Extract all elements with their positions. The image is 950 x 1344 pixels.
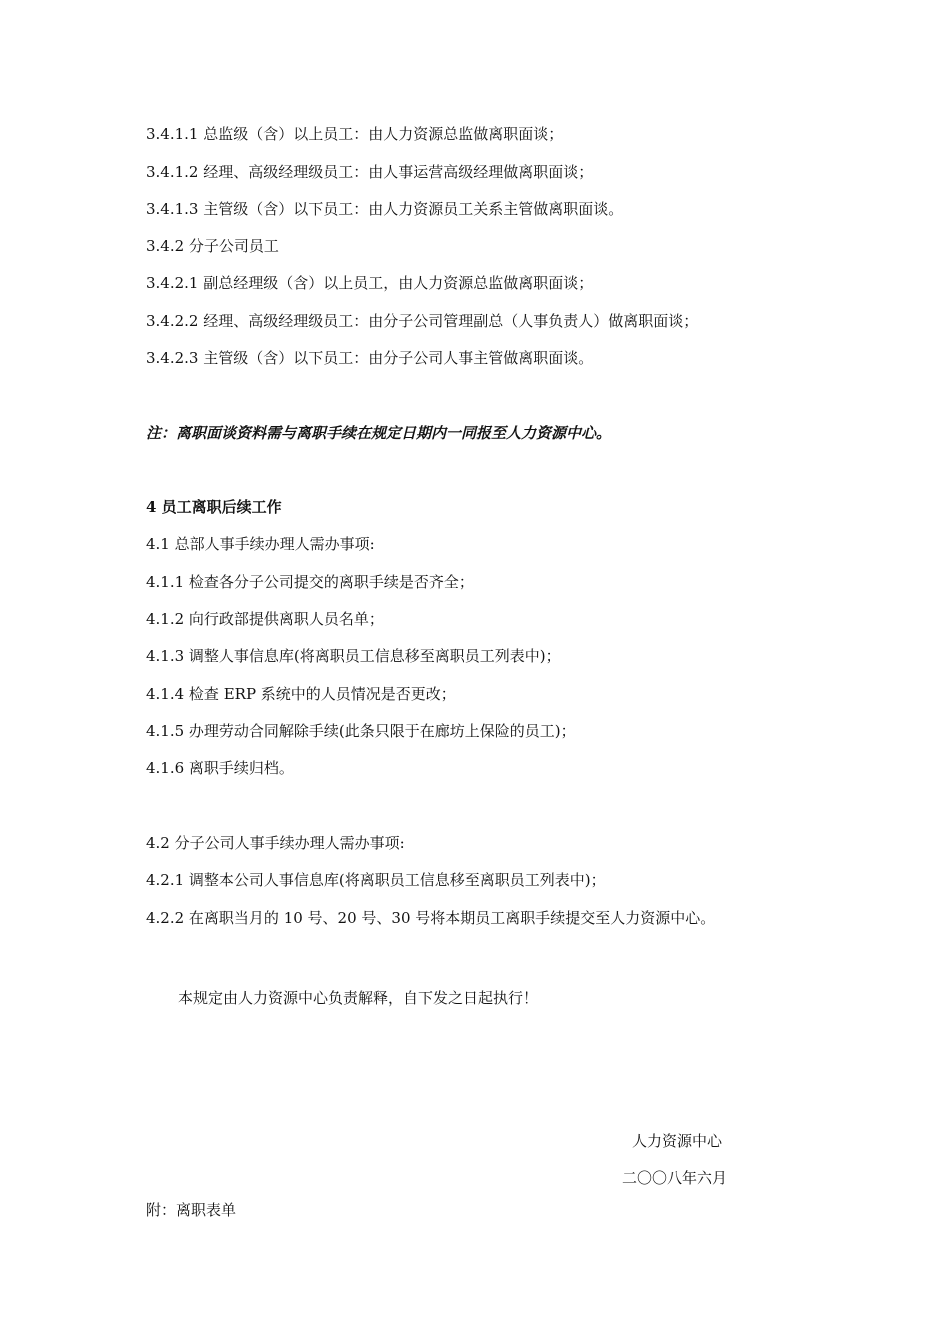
clause-4-1-5: 4.1.5 办理劳动合同解除手续(此条只限于在廊坊上保险的员工)； [146, 722, 576, 740]
attachment-note: 附：离职表单 [146, 1201, 237, 1219]
clause-4-1-1: 4.1.1 检查各分子公司提交的离职手续是否齐全； [146, 573, 474, 591]
signature-department: 人力资源中心 [632, 1132, 723, 1150]
clause-3-4-2-1: 3.4.2.1 副总经理级（含）以上员工，由人力资源总监做离职面谈； [146, 274, 594, 292]
note: 注：离职面谈资料需与离职手续在规定日期内一同报至人力资源中心。 [146, 424, 612, 442]
clause-3-4-1-3: 3.4.1.3 主管级（含）以下员工：由人力资源员工关系主管做离职面谈。 [146, 200, 624, 218]
clause-4-2-2: 4.2.2 在离职当月的 10 号、20 号、30 号将本期员工离职手续提交至人力资源中心。 [146, 909, 716, 927]
section-4-title: 4 员工离职后续工作 [146, 498, 282, 516]
clause-4-1-2: 4.1.2 向行政部提供离职人员名单； [146, 610, 384, 628]
section-3-4-2-title: 3.4.2 分子公司员工 [146, 237, 279, 255]
closing-statement: 本规定由人力资源中心负责解释，自下发之日起执行！ [178, 989, 539, 1007]
clause-3-4-2-3: 3.4.2.3 主管级（含）以下员工：由分子公司人事主管做离职面谈。 [146, 349, 594, 367]
clause-4-1-6: 4.1.6 离职手续归档。 [146, 759, 294, 777]
signature-date: 二〇〇八年六月 [622, 1169, 728, 1187]
clause-4-2-1: 4.2.1 调整本公司人事信息库(将离职员工信息移至离职员工列表中)； [146, 871, 606, 889]
clause-4-1-4: 4.1.4 检查 ERP 系统中的人员情况是否更改； [146, 685, 456, 703]
section-4-2-title: 4.2 分子公司人事手续办理人需办事项: [146, 834, 405, 852]
section-4-1-title: 4.1 总部人事手续办理人需办事项: [146, 535, 375, 553]
clause-3-4-2-2: 3.4.2.2 经理、高级经理级员工：由分子公司管理副总（人事负责人）做离职面谈； [146, 312, 699, 330]
clause-3-4-1-2: 3.4.1.2 经理、高级经理级员工：由人事运营高级经理做离职面谈； [146, 163, 594, 181]
clause-4-1-3: 4.1.3 调整人事信息库(将离职员工信息移至离职员工列表中)； [146, 647, 561, 665]
clause-3-4-1-1: 3.4.1.1 总监级（含）以上员工：由人力资源总监做离职面谈； [146, 125, 564, 143]
